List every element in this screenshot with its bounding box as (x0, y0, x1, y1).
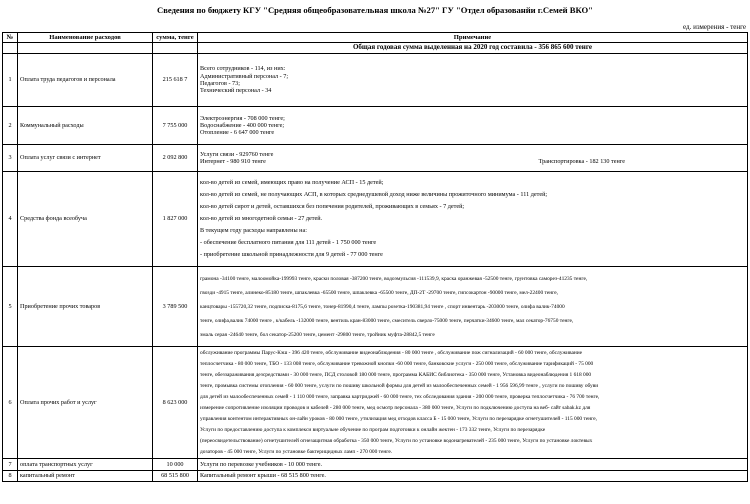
row-no: 8 (3, 471, 18, 482)
table-row (3, 145, 748, 172)
note-line: эмаль серая -24640 тенге, бол секатор-25200 тенге, цемент -29800 тенге, тройник муфта-28842,5 тенге (200, 331, 435, 338)
row-no: 7 (3, 459, 18, 471)
note-line: Отопление - 6 647 000 тенге (200, 129, 275, 137)
note-line: управления контентом интерактивных он-лайн уроков - 80 000 тенге, утилизация мед отходов класса Б - 15 000 тенге, Услуги по перезарядке огнетушителей - 115 000 тенге, (200, 415, 597, 422)
page-title: Сведения по бюджету КГУ "Средняя общеобразовательная школа №27" ГУ "Отдел образованйи г.Семей ВКО" (157, 5, 593, 15)
row-name: Приобретение прочих товаров (18, 267, 153, 347)
row-name: Оплата услуг связи с интернет (18, 145, 153, 172)
note-line: тенге, олифа,валик 74000 тенге , к/кабель -132000 тенге, вентиль кран-83000 тенге, смеситель сверло-75000 тенге, перчатки-34600 тенге, мал секатор-76750 тенге, (200, 317, 574, 324)
note-line: - обеспечение бесплатного питания для 111 детей - 1 750 000 тенге (200, 239, 377, 246)
note-line: тенге, промывка системы отопления - 60 000 тенге, услуги по пошиву школьной формы для детей из малообеспеченных семей - 1 956 596,99 тенге , услуги по пошиву обуви (200, 382, 599, 389)
note-line: Технический персонал - 34 (200, 87, 272, 95)
note-line: (переосвидетельствование) огнетушителей огнезащитная обработка - 350 000 тенге, Услуги по установке водонагревателей - 235 000 тенге, Услуги по установке локтевых (200, 437, 593, 444)
budget-table (2, 32, 748, 482)
row-sum: 7 755 000 (153, 107, 198, 145)
note-line: кол-во детей из многодетной семьи - 27 детей. (200, 215, 323, 222)
total-row (3, 43, 748, 54)
row-note (198, 54, 748, 107)
row-no: 4 (3, 172, 18, 267)
row-no: 2 (3, 107, 18, 145)
row-note (198, 172, 748, 267)
col-sum-header: сумма, тенге (153, 33, 198, 43)
row-sum: 10 000 (153, 459, 198, 471)
note-line: Услуги по перевозке учебников - 10 000 тенге. (200, 460, 323, 468)
table-row (3, 172, 748, 267)
note-split-line (200, 158, 745, 165)
table-row (3, 347, 748, 459)
note-line: Услуги по предоставлению доступа к комплекси виртуальне обучение по програм подготовки к онлайн жектен - 173 332 тенге, Услуги по перезарядке (200, 426, 546, 433)
total-line: Общая годовая сумма выделенная на 2020 год составила - 356 865 600 тенге (198, 43, 748, 54)
note-line: Капитальный ремонт крыши - 68 515 800 тенге. (200, 472, 326, 480)
row-no: 1 (3, 54, 18, 107)
note-line: Водоснабжение - 400 000 тенге; (200, 121, 285, 129)
row-sum: 215 618 7 (153, 54, 198, 107)
note-internet: Интернет - 980 910 тенге (200, 158, 266, 165)
note-line: Всего сотрудников - 114, из них: (200, 65, 286, 73)
note-line: кол-во детей из семей, не получающих АСП, в которых среднедушевой доход ниже величины прожиточного минимума - 111 детей; (200, 191, 548, 198)
note-line: Педагогов - 73; (200, 80, 240, 87)
row-sum: 8 623 000 (153, 347, 198, 459)
unit-label: ед. измерения - тенге (683, 23, 746, 31)
row-name: оплата транспортных услуг (18, 459, 153, 471)
row-note (198, 145, 748, 172)
row-note (198, 107, 748, 145)
row-name: Коммунальный расходы (18, 107, 153, 145)
note-line: гвозди -4915 тенге, алинеко-85180 тенге, шпаклевка -65500 тенге, шпаклевка -65500 тенге, ДП-2Т -29700 тенге, гипсокартон -90000 тенге, мел-22400 тенге, (200, 289, 559, 296)
row-sum: 68 515 800 (153, 471, 198, 482)
row-sum: 2 092 800 (153, 145, 198, 172)
note-line: для детей из малообеспеченных семей - 1 110 000 тенге, заправка картриджей - 60 000 тенге, тех обследования здания - 200 000 тенге, проверка теплосчетчика - 76 700 тенге, (200, 393, 600, 400)
note-line: - приобретение школьной принадлежности для 9 детей - 77 000 тенге (200, 251, 383, 258)
col-note-header: Примечание (198, 33, 748, 43)
note-line: теплосчетчика - 80 000 тенге, ТБО - 133 008 тенге, обслуживание тревожной кнопки -60 000 тенге, банковские услуги - 250 000 тенге, обслуживание тарификаций - 75 000 (200, 360, 594, 367)
note-line: измерение сопротивление изоляции проводов и кабелей - 280 000 тенге, мед осмотр персонала - 380 000 тенге, Услуги по подключению доступа на веб- сайт sabak.kz для (200, 404, 591, 411)
note-line: тенге, обеззараживания дезсредствами - 30 000 тенге, ПСД столовой 180 000 тенге, программа КАБИС библиотека - 350 000 тенге, Установка видеонаблюдения 1 618 000 (200, 371, 592, 378)
note-line: Административный персонал - 7; (200, 72, 289, 80)
table-row (3, 107, 748, 145)
note-transport: Транспортировка - 182 130 тенге (538, 158, 625, 165)
note-line: грамона -34100 тенге, малоомойка-199993 тенге, краски половая -387200 тенге, водоэмульсия -111539,9, краска оранжевая -52500 тенге, грунтовка саморез-41235 тенге, (200, 275, 588, 282)
note-line: обслуживание программы Парус-Кэш - 396 420 тенге, обслуживание видеонаблюдения - 80 000 тенге , обслуживание пож сигнализаций - 60 000 тенге, обслуживание (200, 349, 582, 356)
row-note (198, 347, 748, 459)
row-note (198, 471, 748, 482)
table-row (3, 459, 748, 471)
row-note (198, 459, 748, 471)
note-line: кол-во детей из семей, имеющих право на получение АСП - 15 детей; (200, 179, 384, 186)
note-line: Электроэнергия - 708 000 тенге; (200, 114, 285, 122)
col-no-header: № (3, 33, 18, 43)
row-name: Оплата прочих работ и услуг (18, 347, 153, 459)
note-line: кол-во детей сирот и детей, оставшихся без попечения родителей, проживающих в семьях - 7 детей; (200, 203, 465, 210)
row-sum: 3 789 500 (153, 267, 198, 347)
col-name-header: Наименование расходов (18, 33, 153, 43)
row-sum: 1 827 000 (153, 172, 198, 267)
table-row (3, 267, 748, 347)
row-name: капитальный ремонт (18, 471, 153, 482)
row-name: Оплата труда педагогов и персонала (18, 54, 153, 107)
row-no: 5 (3, 267, 18, 347)
note-line: В текущем году расходы направлены на: (200, 227, 307, 234)
row-no: 3 (3, 145, 18, 172)
row-note (198, 267, 748, 347)
note-line: Услуги связи - 929760 тенге (200, 150, 274, 158)
header-row (3, 33, 748, 43)
note-line: дозаторов - 45 000 тенге, Услуги по установке бактерицидных ламп - 270 000 тенге. (200, 448, 393, 455)
note-line: канцтовары -155720,32 тенге, подписка-8175,6 тенге, тонер-81990,4 тенге, лампы розетка-190381,94 тенге , спорт инвентарь -203000 тенге, олифа валик-74000 (200, 303, 565, 310)
row-no: 6 (3, 347, 18, 459)
row-name: Средства фонда всеобуча (18, 172, 153, 267)
table-row (3, 54, 748, 107)
table-row (3, 471, 748, 482)
